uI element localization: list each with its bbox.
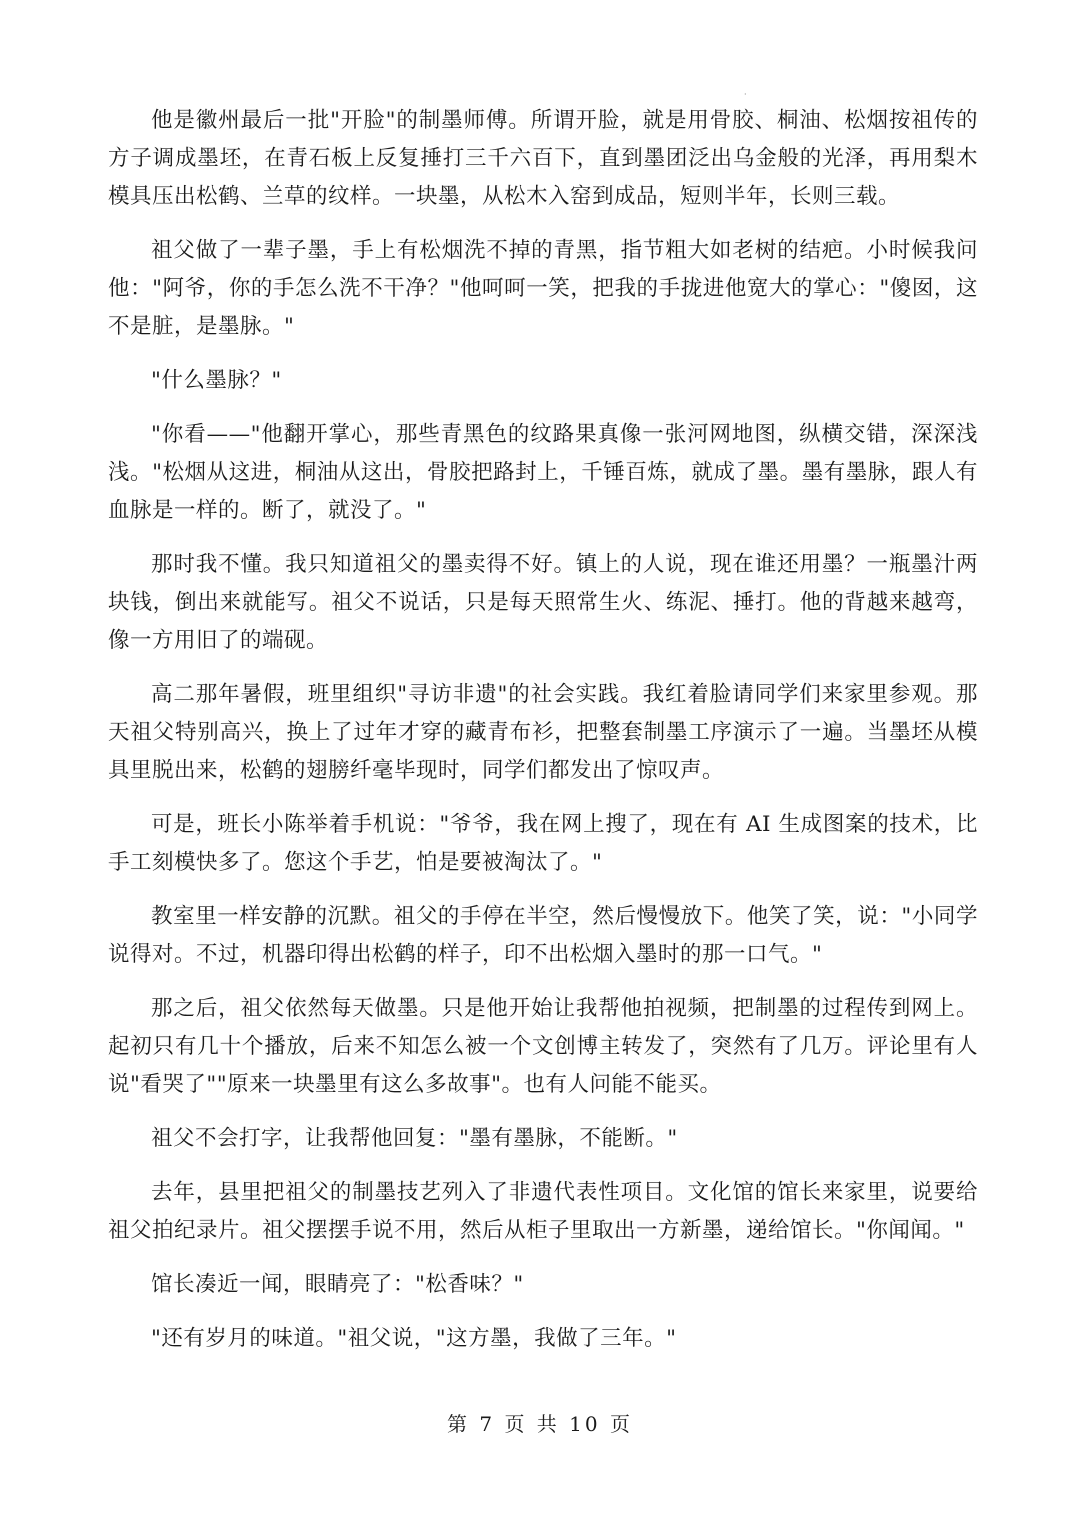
paragraph-5: 那时我不懂。我只知道祖父的墨卖得不好。镇上的人说，现在谁还用墨？一瓶墨汁两块钱，倒出来就能写。祖父不说话，只是每天照常生火、练泥、捶打。他的背越来越弯，像一方用旧了的端砚。 bbox=[108, 552, 978, 653]
paragraph-10: 祖父不会打字，让我帮他回复："墨有墨脉，不能断。" bbox=[151, 1126, 678, 1151]
paragraph-6: 高二那年暑假，班里组织"寻访非遗"的社会实践。我红着脸请同学们来家里参观。那天祖父特别高兴，换上了过年才穿的藏青布衫，把整套制墨工序演示了一遍。当墨坯从模具里脱出来，松鹤的翅膀纤毫毕现时，同学们都发出了惊叹声。 bbox=[108, 682, 978, 783]
paragraph-7: 可是，班长小陈举着手机说："爷爷，我在网上搜了，现在有 AI 生成图案的技术，比手工刻模快多了。您这个手艺，怕是要被淘汰了。" bbox=[108, 812, 978, 875]
paragraph-12: 馆长凑近一闻，眼睛亮了："松香味？" bbox=[151, 1272, 524, 1297]
paragraph-13: "还有岁月的味道。"祖父说，"这方墨，我做了三年。" bbox=[151, 1326, 677, 1351]
paragraph-3: "什么墨脉？" bbox=[151, 368, 282, 393]
top-mark: · bbox=[744, 90, 747, 99]
paragraph-2: 祖父做了一辈子墨，手上有松烟洗不掉的青黑，指节粗大如老树的结疤。小时候我问他："阿爷，你的手怎么洗不干净？"他呵呵一笑，把我的手拢进他宽大的掌心："傻囡，这不是脏，是墨脉。" bbox=[108, 238, 978, 339]
page-number-footer: 第 7 页 共 10 页 bbox=[447, 1412, 633, 1436]
paragraph-1: 他是徽州最后一批"开脸"的制墨师傅。所谓开脸，就是用骨胶、桐油、松烟按祖传的方子调成墨坯，在青石板上反复捶打三千六百下，直到墨团泛出乌金般的光泽，再用梨木模具压出松鹤、兰草的纹样。一块墨，从松木入窑到成品，短则半年，长则三载。 bbox=[108, 108, 978, 209]
paragraph-9: 那之后，祖父依然每天做墨。只是他开始让我帮他拍视频，把制墨的过程传到网上。起初只有几十个播放，后来不知怎么被一个文创博主转发了，突然有了几万。评论里有人说"看哭了""原来一块墨里有这么多故事"。也有人问能不能买。 bbox=[108, 996, 978, 1097]
document-body bbox=[108, 102, 978, 1374]
paragraph-11: 去年，县里把祖父的制墨技艺列入了非遗代表性项目。文化馆的馆长来家里，说要给祖父拍纪录片。祖父摆摆手说不用，然后从柜子里取出一方新墨，递给馆长。"你闻闻。" bbox=[108, 1180, 978, 1243]
paragraph-8: 教室里一样安静的沉默。祖父的手停在半空，然后慢慢放下。他笑了笑，说："小同学说得对。不过，机器印得出松鹤的样子，印不出松烟入墨时的那一口气。" bbox=[108, 904, 978, 967]
paragraph-4: "你看——"他翻开掌心，那些青黑色的纹路果真像一张河网地图，纵横交错，深深浅浅。"松烟从这进，桐油从这出，骨胶把路封上，千锤百炼，就成了墨。墨有墨脉，跟人有血脉是一样的。断了，就没了。" bbox=[108, 422, 978, 523]
